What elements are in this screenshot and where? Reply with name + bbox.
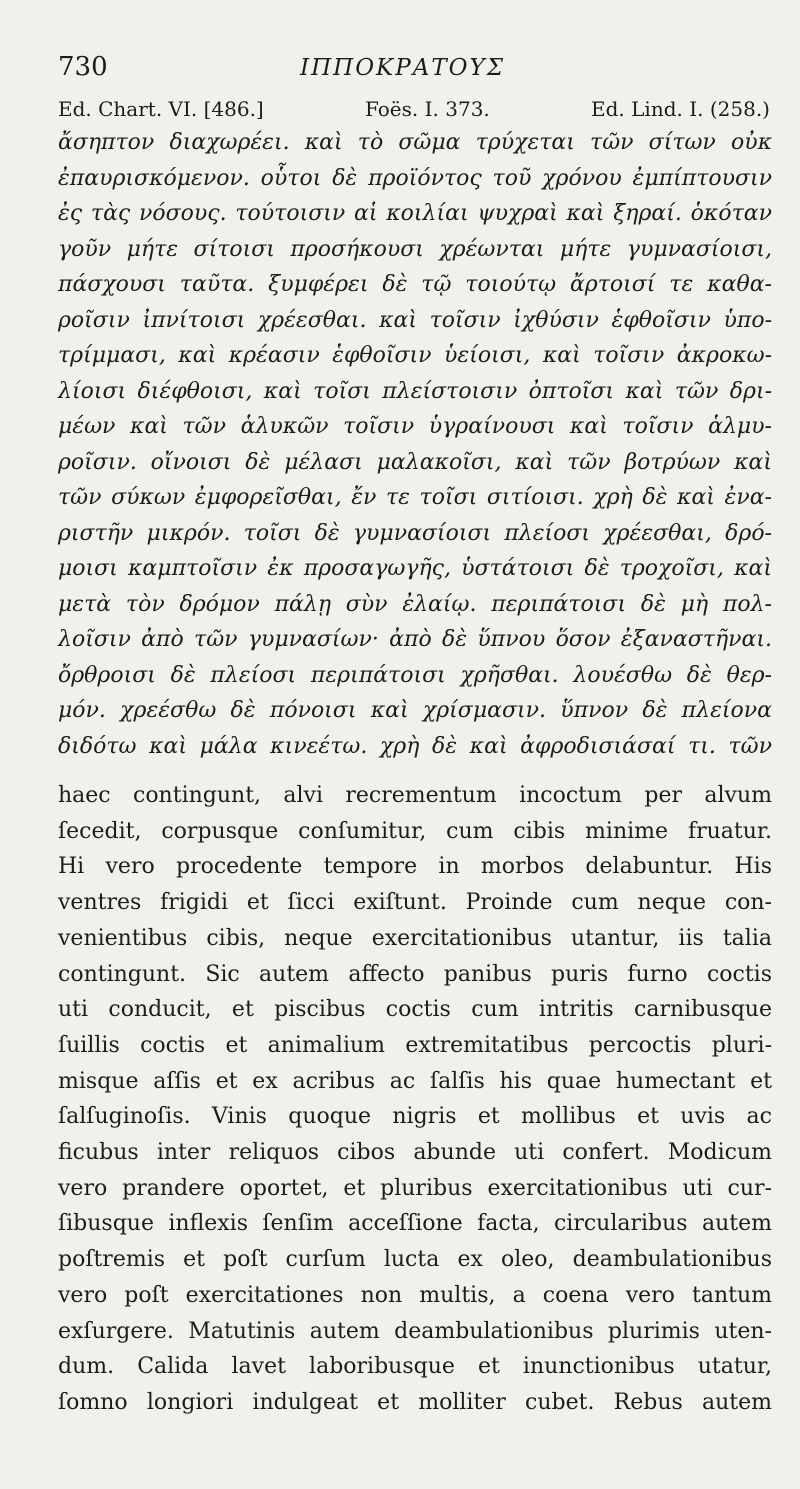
- latin-line: ſalſuginoſis. Vinis quoque nigris et mollibus et uvis ac: [58, 1104, 772, 1130]
- edition-ref-chartier: Ed. Chart. VI. [486.]: [58, 97, 264, 121]
- greek-line: ριστῆν μικρόν. τοῖσι δὲ γυμνασίοισι πλείοσι χρέεσθαι, δρό-: [58, 520, 772, 546]
- greek-line: μοισι καμπτοῖσιν ἐκ προσαγωγῆς, ὑστάτοισι δὲ τροχοῖσι, καὶ: [58, 556, 772, 581]
- latin-line: misque aſſis et ex acribus ac ſalſis his quae humectant et: [58, 1068, 772, 1094]
- latin-line: Hi vero procedente tempore in morbos delabuntur. His: [58, 854, 772, 880]
- greek-line: μετὰ τὸν δρόμον πάλῃ σὺν ἐλαίῳ. περιπάτοισι δὲ μὴ πολ-: [58, 591, 772, 617]
- greek-line: μόν. χρεέσθω δὲ πόνοισι καὶ χρίσμασιν. ὕπνον δὲ πλείονα: [58, 698, 772, 723]
- greek-line: ὄρθροισι δὲ πλείοσι περιπάτοισι χρῆσθαι. λουέσθω δὲ θερ-: [58, 662, 772, 688]
- greek-text-block: [58, 125, 772, 764]
- greek-line: τρίμμασι, καὶ κρέασιν ἑφθοῖσιν ὑείοισι, καὶ τοῖσιν ἀκροκω-: [58, 343, 772, 368]
- page-number: 730: [58, 52, 108, 82]
- latin-line: venientibus cibis, neque exercitationibus utantur, iis talia: [58, 925, 772, 951]
- greek-line: ροῖσιν. οἴνοισι δὲ μέλασι μαλακοῖσι, καὶ τῶν βοτρύων καὶ: [58, 449, 772, 475]
- latin-line: ventres frigidi et ſicci exiſtunt. Proinde cum neque con-: [58, 890, 772, 916]
- latin-translation-block: [58, 778, 772, 1421]
- edition-references: [58, 97, 770, 121]
- latin-line: dum. Calida lavet laboribusque et inunctionibus utatur,: [58, 1354, 772, 1380]
- latin-line: vero poſt exercitationes non multis, a coena vero tantum: [58, 1282, 772, 1308]
- running-title: ΙΠΠΟΚΡΑΤΟΥΣ: [300, 55, 505, 81]
- edition-ref-linden: Ed. Lind. I. (258.): [591, 97, 770, 121]
- greek-line: ροῖσιν ἰπνίτοισι χρέεσθαι. καὶ τοῖσιν ἰχθύσιν ἑφθοῖσιν ὑπο-: [58, 307, 772, 333]
- greek-line: λίοισι διέφθοισι, καὶ τοῖσι πλείστοισιν ὀπτοῖσι καὶ τῶν δρι-: [58, 378, 772, 404]
- latin-line: exſurgere. Matutinis autem deambulationibus plurimis uten-: [58, 1318, 772, 1344]
- running-head: [0, 0, 800, 90]
- latin-line: poſtremis et poſt curſum lucta ex oleo, deambulationibus: [58, 1247, 772, 1273]
- latin-line: ſecedit, corpusque conſumitur, cum cibis minime fruatur.: [58, 818, 772, 844]
- latin-line: contingunt. Sic autem affecto panibus puris furno coctis: [58, 961, 772, 987]
- greek-line: πάσχουσι ταῦτα. ξυμφέρει δὲ τῷ τοιούτῳ ἄρτοισί τε καθα-: [58, 272, 772, 297]
- greek-line: μέων καὶ τῶν ἁλυκῶν τοῖσιν ὑγραίνουσι καὶ τοῖσιν ἁλμυ-: [58, 414, 772, 439]
- latin-line: haec contingunt, alvi recrementum incoctum per alvum: [58, 783, 772, 808]
- greek-line: ἄσηπτον διαχωρέει. καὶ τὸ σῶμα τρύχεται τῶν σίτων οὐκ: [58, 130, 772, 155]
- greek-line: λοῖσιν ἀπὸ τῶν γυμνασίων· ἀπὸ δὲ ὕπνου ὅσον ἐξαναστῆναι.: [58, 627, 772, 652]
- edition-ref-foes: Foës. I. 373.: [364, 97, 490, 121]
- greek-line: γοῦν μήτε σίτοισι προσήκουσι χρέωνται μήτε γυμνασίοισι,: [58, 236, 772, 262]
- latin-line: uti conducit, et piscibus coctis cum intritis carnibusque: [58, 997, 772, 1023]
- latin-line: ſibusque inflexis ſenſim acceſſione facta, circularibus autem: [58, 1211, 772, 1237]
- latin-line: ſuillis coctis et animalium extremitatibus percoctis pluri-: [58, 1032, 772, 1058]
- greek-line: ἐς τὰς νόσους. τούτοισιν αἱ κοιλίαι ψυχραὶ καὶ ξηραί. ὁκόταν: [58, 201, 772, 226]
- latin-line: vero prandere oportet, et pluribus exercitationibus uti cur-: [58, 1175, 772, 1201]
- latin-line: ſomno longiori indulgeat et molliter cubet. Rebus autem: [58, 1389, 772, 1415]
- greek-line: ἐπαυρισκόμενον. οὗτοι δὲ προϊόντος τοῦ χρόνου ἐμπίπτουσιν: [58, 165, 772, 191]
- greek-line: τῶν σύκων ἐμφορεῖσθαι, ἔν τε τοῖσι σιτίοισι. χρὴ δὲ καὶ ἐνα-: [58, 485, 772, 510]
- greek-line: διδότω καὶ μάλα κινεέτω. χρὴ δὲ καὶ ἀφροδισιάσαί τι. τῶν: [58, 733, 772, 759]
- latin-line: ficubus inter reliquos cibos abunde uti confert. Modicum: [58, 1140, 772, 1166]
